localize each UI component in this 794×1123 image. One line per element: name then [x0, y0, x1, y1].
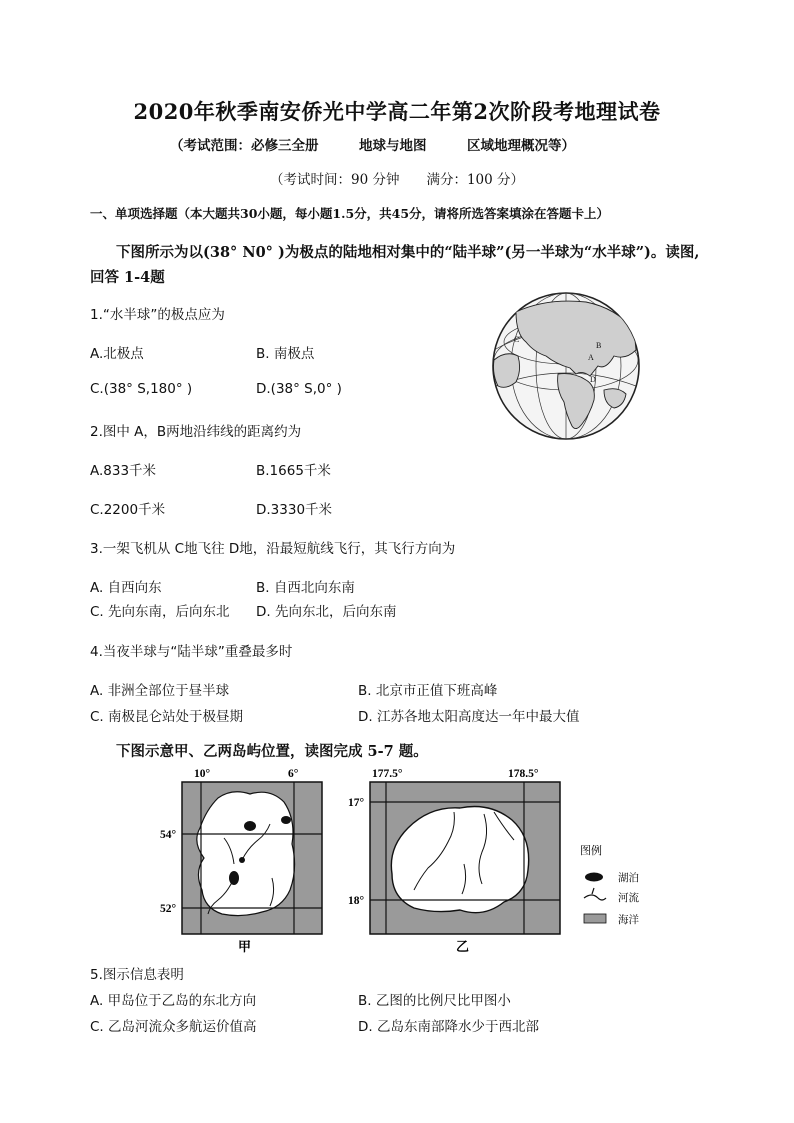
question-5-option-c[interactable]: C. 乙岛河流众多航运价值高 [90, 1019, 257, 1035]
map-yi [344, 768, 574, 958]
question-5-stem: 5.图示信息表明 [90, 967, 184, 983]
exam-time: （考试时间：90 分钟 满分：100 分） [269, 172, 525, 188]
question-2-option-a[interactable]: A.833千米 [90, 463, 157, 479]
legend-river-symbol [584, 888, 606, 900]
question-4-option-d[interactable]: D. 江苏各地太阳高度达一年中最大值 [358, 709, 580, 725]
question-intro: 下图所示为以(38° N0° )为极点的陆地相对集中的“陆半球”(另一半球为“水半球”)。读图,回答 1-4题 [90, 244, 700, 286]
maps-intro: 下图示意甲、乙两岛屿位置，读图完成 5-7 题。 [116, 743, 428, 760]
legend-lake-symbol [585, 873, 603, 882]
page-title: 2020年秋季南安侨光中学高二年第2次阶段考地理试卷 [133, 99, 661, 124]
section-heading: 一、单项选择题（本大题共30小题，每小题1.5分，共45分，请将所选答案填涂在答题卡上） [90, 206, 610, 221]
question-1-option-a[interactable]: A.北极点 [90, 346, 144, 362]
map-jia-lat-bottom: 52° [160, 903, 177, 915]
map-jia-lon-left: 10° [194, 768, 211, 780]
map-yi-lat-top: 17° [348, 797, 365, 809]
legend-river-label: 河流 [618, 893, 639, 904]
question-3-option-c[interactable]: C. 先向东南，后向东北 [90, 604, 230, 620]
legend-title: 图例 [580, 845, 602, 857]
question-5-option-d[interactable]: D. 乙岛东南部降水少于西北部 [358, 1019, 539, 1035]
question-3-stem: 3.一架飞机从 C地飞往 D地，沿最短航线飞行，其飞行方向为 [90, 541, 456, 557]
question-4-option-a[interactable]: A. 非洲全部位于昼半球 [90, 683, 230, 699]
globe-label-c: C [514, 335, 520, 344]
question-1-option-b[interactable]: B. 南极点 [256, 346, 315, 362]
question-2-option-b[interactable]: B.1665千米 [256, 463, 331, 479]
question-2-stem: 2.图中 A，B两地沿纬线的距离约为 [90, 424, 302, 440]
land-hemisphere-globe [486, 290, 646, 442]
question-2-option-d[interactable]: D.3330千米 [256, 502, 333, 518]
map-jia [158, 768, 338, 958]
legend-ocean-label: 海洋 [618, 915, 639, 926]
question-5-option-a[interactable]: A. 甲岛位于乙岛的东北方向 [90, 993, 257, 1009]
question-1-option-c[interactable]: C.(38° S,180° ) [90, 381, 193, 397]
map-yi-lat-bottom: 18° [348, 895, 365, 907]
globe-label-a: A [588, 353, 594, 362]
question-1-option-d[interactable]: D.(38° S,0° ) [256, 381, 342, 397]
map-yi-lon-left: 177.5° [372, 768, 403, 780]
legend-ocean-symbol [584, 914, 606, 923]
question-5-option-b[interactable]: B. 乙图的比例尺比甲图小 [358, 993, 511, 1009]
map-yi-label: 乙 [456, 939, 470, 954]
question-2-option-c[interactable]: C.2200千米 [90, 502, 166, 518]
legend-lake-label: 湖泊 [618, 873, 639, 884]
question-1-stem: 1.“水半球”的极点应为 [90, 307, 225, 323]
exam-scope: （考试范围：必修三全册 地球与地图 区域地理概况等） [170, 138, 575, 154]
question-4-stem: 4.当夜半球与“陆半球”重叠最多时 [90, 644, 293, 660]
globe-label-b: B [596, 341, 602, 350]
question-4-option-c[interactable]: C. 南极昆仑站处于极昼期 [90, 709, 244, 725]
question-3-option-b[interactable]: B. 自西北向东南 [256, 580, 355, 596]
question-3-option-d[interactable]: D. 先向东北，后向东南 [256, 604, 397, 620]
globe-label-d: D [590, 375, 596, 384]
map-jia-lon-right: 6° [288, 768, 299, 780]
map-jia-label: 甲 [238, 939, 252, 954]
question-3-option-a[interactable]: A. 自西向东 [90, 580, 162, 596]
map-yi-lon-right: 178.5° [508, 768, 539, 780]
map-legend [580, 840, 670, 940]
question-4-option-b[interactable]: B. 北京市正值下班高峰 [358, 683, 498, 699]
map-jia-lat-top: 54° [160, 829, 177, 841]
